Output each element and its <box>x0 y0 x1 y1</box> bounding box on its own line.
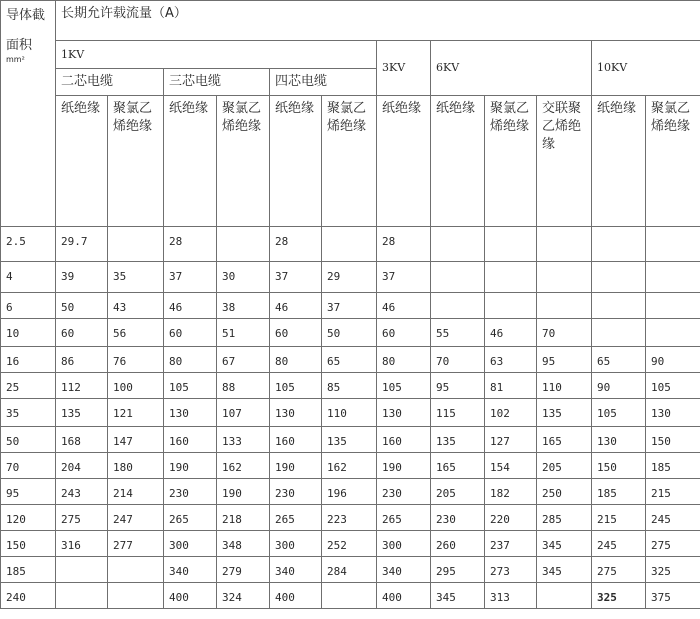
ampacity-cell: 162 <box>217 453 270 479</box>
ampacity-cell: 345 <box>537 531 592 557</box>
ampacity-cell: 107 <box>217 399 270 427</box>
ampacity-cell: 110 <box>537 373 592 399</box>
ampacity-cell: 102 <box>485 399 537 427</box>
ampacity-cell: 130 <box>646 399 700 427</box>
table-row <box>1 347 700 373</box>
ampacity-cell: 279 <box>217 557 270 583</box>
ampacity-cell: 190 <box>164 453 217 479</box>
table-row <box>1 373 700 399</box>
cross-section-cell: 10 <box>1 319 56 347</box>
ampacity-cell: 275 <box>646 531 700 557</box>
ampacity-cell <box>431 262 485 293</box>
ampacity-cell <box>646 293 700 319</box>
col-header-paper: 纸绝缘 <box>56 96 108 227</box>
ampacity-cell: 60 <box>164 319 217 347</box>
ampacity-cell: 70 <box>537 319 592 347</box>
ampacity-cell: 340 <box>377 557 431 583</box>
ampacity-cell: 55 <box>431 319 485 347</box>
ampacity-cell <box>431 293 485 319</box>
conductor-label-line2: 面积 <box>6 38 33 53</box>
ampacity-cell: 46 <box>164 293 217 319</box>
ampacity-cell: 190 <box>270 453 322 479</box>
ampacity-cell: 60 <box>377 319 431 347</box>
ampacity-cell: 67 <box>217 347 270 373</box>
cross-section-cell: 95 <box>1 479 56 505</box>
ampacity-cell: 135 <box>322 427 377 453</box>
ampacity-cell: 245 <box>592 531 646 557</box>
table-row <box>1 227 700 262</box>
ampacity-cell: 37 <box>164 262 217 293</box>
ampacity-cell: 90 <box>592 373 646 399</box>
ampacity-cell: 300 <box>270 531 322 557</box>
ampacity-cell: 30 <box>217 262 270 293</box>
table-row <box>1 557 700 583</box>
ampacity-cell: 46 <box>485 319 537 347</box>
ampacity-cell: 46 <box>377 293 431 319</box>
table-row <box>1 453 700 479</box>
ampacity-cell: 160 <box>164 427 217 453</box>
ampacity-cell: 38 <box>217 293 270 319</box>
ampacity-cell: 50 <box>322 319 377 347</box>
ampacity-cell <box>431 227 485 262</box>
ampacity-cell: 204 <box>56 453 108 479</box>
ampacity-cell: 340 <box>164 557 217 583</box>
ampacity-cell: 165 <box>431 453 485 479</box>
table-row <box>1 262 700 293</box>
ampacity-cell: 130 <box>164 399 217 427</box>
ampacity-cell: 223 <box>322 505 377 531</box>
ampacity-cell: 285 <box>537 505 592 531</box>
ampacity-cell: 205 <box>431 479 485 505</box>
ampacity-cell: 43 <box>108 293 164 319</box>
ampacity-cell: 300 <box>377 531 431 557</box>
ampacity-cell: 95 <box>537 347 592 373</box>
ampacity-cell: 196 <box>322 479 377 505</box>
ampacity-cell: 60 <box>56 319 108 347</box>
ampacity-cell: 260 <box>431 531 485 557</box>
ampacity-cell: 348 <box>217 531 270 557</box>
ampacity-cell: 28 <box>164 227 217 262</box>
ampacity-cell <box>537 227 592 262</box>
ampacity-cell: 29.7 <box>56 227 108 262</box>
ampacity-cell <box>108 583 164 609</box>
table-row <box>1 293 700 319</box>
ampacity-cell: 180 <box>108 453 164 479</box>
ampacity-cell: 135 <box>56 399 108 427</box>
col-header-pvc: 聚氯乙烯绝缘 <box>485 96 537 227</box>
ampacity-cell: 284 <box>322 557 377 583</box>
ampacity-cell <box>322 227 377 262</box>
voltage-10kv: 10KV <box>592 41 700 96</box>
ampacity-cell: 230 <box>431 505 485 531</box>
ampacity-cell <box>485 262 537 293</box>
col-header-pvc: 聚氯乙烯绝缘 <box>322 96 377 227</box>
cross-section-cell: 120 <box>1 505 56 531</box>
cross-section-cell: 240 <box>1 583 56 609</box>
ampacity-cell: 340 <box>270 557 322 583</box>
ampacity-cell: 215 <box>592 505 646 531</box>
ampacity-cell: 127 <box>485 427 537 453</box>
ampacity-cell: 205 <box>537 453 592 479</box>
ampacity-cell: 230 <box>377 479 431 505</box>
ampacity-cell: 313 <box>485 583 537 609</box>
ampacity-cell <box>646 262 700 293</box>
ampacity-cell <box>592 262 646 293</box>
ampacity-cell: 37 <box>322 293 377 319</box>
ampacity-cell: 121 <box>108 399 164 427</box>
ampacity-cell <box>592 293 646 319</box>
ampacity-cell: 265 <box>270 505 322 531</box>
ampacity-cell <box>592 319 646 347</box>
ampacity-cell: 29 <box>322 262 377 293</box>
ampacity-cell <box>322 583 377 609</box>
ampacity-cell: 160 <box>377 427 431 453</box>
four-core-header: 四芯电缆 <box>270 69 377 96</box>
table-row <box>1 319 700 347</box>
col-header-paper: 纸绝缘 <box>377 96 431 227</box>
two-core-header: 二芯电缆 <box>56 69 164 96</box>
ampacity-cell <box>217 227 270 262</box>
ampacity-cell: 275 <box>592 557 646 583</box>
conductor-unit: mm² <box>6 55 25 64</box>
ampacity-cell: 130 <box>592 427 646 453</box>
ampacity-cell: 245 <box>646 505 700 531</box>
three-core-header: 三芯电缆 <box>164 69 270 96</box>
ampacity-cell <box>485 293 537 319</box>
ampacity-cell: 35 <box>108 262 164 293</box>
ampacity-cell: 39 <box>56 262 108 293</box>
ampacity-cell: 105 <box>592 399 646 427</box>
ampacity-cell: 265 <box>164 505 217 531</box>
ampacity-cell: 275 <box>56 505 108 531</box>
ampacity-cell: 400 <box>270 583 322 609</box>
ampacity-cell: 37 <box>377 262 431 293</box>
ampacity-cell: 80 <box>270 347 322 373</box>
ampacity-cell: 90 <box>646 347 700 373</box>
ampacity-cell: 154 <box>485 453 537 479</box>
ampacity-cell: 185 <box>646 453 700 479</box>
ampacity-cell: 243 <box>56 479 108 505</box>
ampacity-cell: 80 <box>164 347 217 373</box>
ampacity-cell: 115 <box>431 399 485 427</box>
ampacity-cell <box>646 319 700 347</box>
cross-section-cell: 16 <box>1 347 56 373</box>
ampacity-cell: 105 <box>270 373 322 399</box>
ampacity-cell: 345 <box>537 557 592 583</box>
ampacity-cell: 51 <box>217 319 270 347</box>
ampacity-cell: 150 <box>646 427 700 453</box>
ampacity-cell: 85 <box>322 373 377 399</box>
voltage-1kv: 1KV <box>56 41 377 69</box>
ampacity-cell: 28 <box>377 227 431 262</box>
ampacity-cell: 230 <box>270 479 322 505</box>
voltage-6kv: 6KV <box>431 41 592 96</box>
ampacity-cell: 247 <box>108 505 164 531</box>
ampacity-cell: 95 <box>431 373 485 399</box>
ampacity-cell: 190 <box>377 453 431 479</box>
ampacity-cell: 325 <box>646 557 700 583</box>
ampacity-cell: 110 <box>322 399 377 427</box>
cross-section-cell: 4 <box>1 262 56 293</box>
ampacity-cell: 273 <box>485 557 537 583</box>
ampacity-cell <box>592 227 646 262</box>
table-row <box>1 399 700 427</box>
ampacity-cell: 63 <box>485 347 537 373</box>
ampacity-cell: 86 <box>56 347 108 373</box>
ampacity-cell: 252 <box>322 531 377 557</box>
ampacity-cell: 182 <box>485 479 537 505</box>
ampacity-cell: 325 <box>592 583 646 609</box>
ampacity-cell: 133 <box>217 427 270 453</box>
table-row <box>1 427 700 453</box>
ampacity-cell: 400 <box>377 583 431 609</box>
ampacity-cell: 250 <box>537 479 592 505</box>
cross-section-cell: 25 <box>1 373 56 399</box>
ampacity-cell: 147 <box>108 427 164 453</box>
ampacity-cell <box>108 557 164 583</box>
table-row <box>1 505 700 531</box>
table-title: 长期允许载流量（A） <box>56 1 700 41</box>
cross-section-cell: 70 <box>1 453 56 479</box>
ampacity-cell: 112 <box>56 373 108 399</box>
ampacity-cell: 76 <box>108 347 164 373</box>
ampacity-cell: 46 <box>270 293 322 319</box>
ampacity-cell: 400 <box>164 583 217 609</box>
ampacity-cell: 220 <box>485 505 537 531</box>
col-header-paper: 纸绝缘 <box>592 96 646 227</box>
table-row <box>1 583 700 609</box>
ampacity-cell <box>56 583 108 609</box>
ampacity-cell: 60 <box>270 319 322 347</box>
ampacity-cell: 185 <box>592 479 646 505</box>
ampacity-cell: 237 <box>485 531 537 557</box>
cross-section-cell: 50 <box>1 427 56 453</box>
col-header-paper: 纸绝缘 <box>431 96 485 227</box>
ampacity-cell: 70 <box>431 347 485 373</box>
ampacity-cell: 265 <box>377 505 431 531</box>
ampacity-cell: 135 <box>537 399 592 427</box>
ampacity-cell: 215 <box>646 479 700 505</box>
ampacity-cell: 165 <box>537 427 592 453</box>
ampacity-cell <box>646 227 700 262</box>
col-header-pvc: 聚氯乙烯绝缘 <box>646 96 700 227</box>
ampacity-cell: 130 <box>377 399 431 427</box>
conductor-label-line1: 导体截 <box>6 8 46 23</box>
col-header-xlpe: 交联聚乙烯绝缘 <box>537 96 592 227</box>
ampacity-cell: 160 <box>270 427 322 453</box>
table-row <box>1 479 700 505</box>
ampacity-cell: 324 <box>217 583 270 609</box>
ampacity-cell: 375 <box>646 583 700 609</box>
ampacity-cell: 105 <box>646 373 700 399</box>
table-row <box>1 531 700 557</box>
ampacity-cell: 56 <box>108 319 164 347</box>
ampacity-cell: 105 <box>377 373 431 399</box>
ampacity-cell: 80 <box>377 347 431 373</box>
ampacity-cell <box>537 583 592 609</box>
ampacity-cell: 130 <box>270 399 322 427</box>
cross-section-cell: 35 <box>1 399 56 427</box>
ampacity-cell: 316 <box>56 531 108 557</box>
ampacity-cell <box>56 557 108 583</box>
ampacity-cell: 168 <box>56 427 108 453</box>
ampacity-cell: 65 <box>592 347 646 373</box>
conductor-area-header <box>1 1 56 227</box>
ampacity-cell <box>485 227 537 262</box>
ampacity-cell: 81 <box>485 373 537 399</box>
ampacity-cell: 135 <box>431 427 485 453</box>
cross-section-cell: 2.5 <box>1 227 56 262</box>
ampacity-cell: 50 <box>56 293 108 319</box>
ampacity-cell: 105 <box>164 373 217 399</box>
ampacity-cell: 277 <box>108 531 164 557</box>
ampacity-cell <box>537 293 592 319</box>
voltage-3kv: 3KV <box>377 41 431 96</box>
ampacity-cell: 28 <box>270 227 322 262</box>
ampacity-cell: 190 <box>217 479 270 505</box>
ampacity-cell: 230 <box>164 479 217 505</box>
ampacity-cell: 100 <box>108 373 164 399</box>
ampacity-cell <box>537 262 592 293</box>
col-header-paper: 纸绝缘 <box>164 96 217 227</box>
ampacity-cell: 88 <box>217 373 270 399</box>
ampacity-cell: 295 <box>431 557 485 583</box>
ampacity-cell: 37 <box>270 262 322 293</box>
col-header-pvc: 聚氯乙烯绝缘 <box>108 96 164 227</box>
ampacity-cell: 214 <box>108 479 164 505</box>
ampacity-cell: 300 <box>164 531 217 557</box>
ampacity-cell: 150 <box>592 453 646 479</box>
ampacity-cell: 162 <box>322 453 377 479</box>
ampacity-cell: 345 <box>431 583 485 609</box>
ampacity-cell: 65 <box>322 347 377 373</box>
col-header-pvc: 聚氯乙烯绝缘 <box>217 96 270 227</box>
ampacity-cell: 218 <box>217 505 270 531</box>
cross-section-cell: 150 <box>1 531 56 557</box>
col-header-paper: 纸绝缘 <box>270 96 322 227</box>
cross-section-cell: 6 <box>1 293 56 319</box>
ampacity-cell <box>108 227 164 262</box>
cross-section-cell: 185 <box>1 557 56 583</box>
